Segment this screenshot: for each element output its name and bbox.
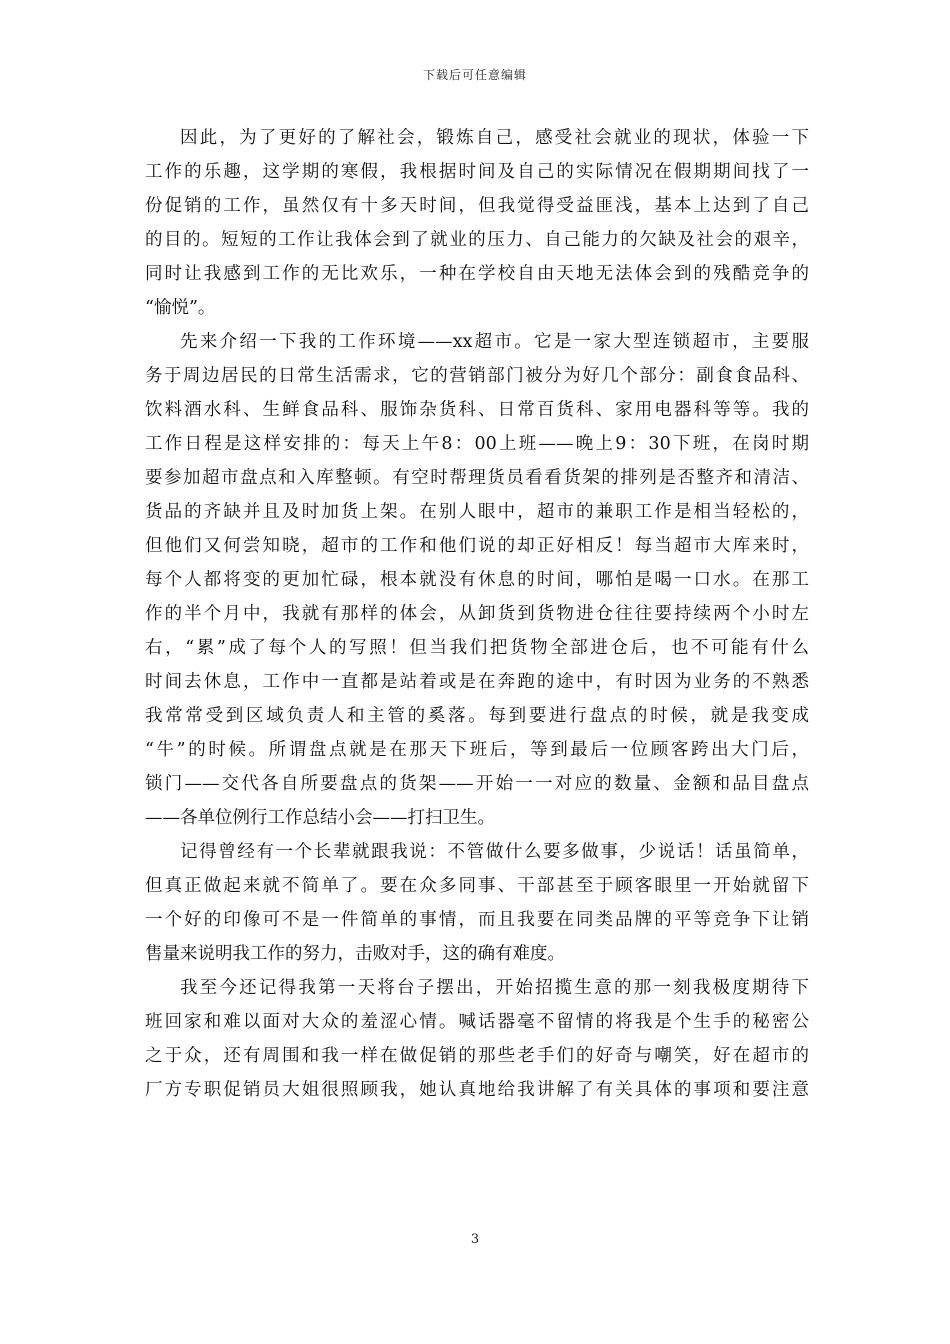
text-line: 工作日程是这样安排的：每天上午8：00上班——晚上9：30下班，在岗时期 — [145, 434, 809, 454]
text-line: 但他们又何尝知晓，超市的工作和他们说的却正好相反！每当超市大库来时， — [145, 536, 809, 556]
page-header: 下载后可任意编辑 — [422, 68, 527, 82]
text-line: 货品的齐缺并且及时加货上架。在别人眼中，超市的兼职工作是相当轻松的， — [145, 502, 809, 522]
text-line: 因此，为了更好的了解社会，锻炼自己，感受社会就业的现状，体验一下 — [180, 128, 809, 148]
text-line: 但真正做起来就不简单了。要在众多同事、干部甚至于顾客眼里一开始就留下 — [145, 876, 809, 896]
text-line: 右，“累”成了每个人的写照！但当我们把货物全部进仓后，也不可能有什么 — [145, 638, 809, 658]
body-text — [145, 121, 809, 1107]
text-line: 我至今还记得我第一天将台子摆出，开始招揽生意的那一刻我极度期待下 — [180, 978, 809, 998]
text-line: 份促销的工作，虽然仅有十多天时间，但我觉得受益匪浅，基本上达到了自己 — [145, 196, 809, 216]
text-line: 售量来说明我工作的努力，击败对手，这的确有难度。 — [145, 944, 565, 964]
text-line: 记得曾经有一个长辈就跟我说：不管做什么要多做事，少说话！话虽简单， — [180, 842, 809, 862]
text-line: 一个好的印像可不是一件简单的事情，而且我要在同类品牌的平等竞争下让销 — [145, 910, 809, 930]
text-line: 工作的乐趣，这学期的寒假，我根据时间及自己的实际情况在假期期间找了一 — [145, 162, 809, 182]
text-line: 我常常受到区域负责人和主管的奚落。每到要进行盘点的时候，就是我变成 — [145, 706, 809, 726]
text-line: 的目的。短短的工作让我体会到了就业的压力、自己能力的欠缺及社会的艰辛， — [145, 230, 809, 250]
text-line: “牛”的时候。所谓盘点就是在那天下班后，等到最后一位顾客跨出大门后， — [145, 740, 809, 760]
text-line: 要参加超市盘点和入库整顿。有空时帮理货员看看货架的排列是否整齐和清洁、 — [145, 468, 809, 488]
text-line: 饮料酒水科、生鲜食品科、服饰杂货科、日常百货科、家用电器科等等。我的 — [145, 400, 809, 420]
text-line: 之于众，还有周围和我一样在做促销的那些老手们的好奇与嘲笑，好在超市的 — [145, 1046, 809, 1066]
text-line: 先来介绍一下我的工作环境——xx超市。它是一家大型连锁超市，主要服 — [180, 332, 809, 352]
text-line: 务于周边居民的日常生活需求，它的营销部门被分为好几个部分：副食食品科、 — [145, 366, 809, 386]
text-line: 作的半个月中，我就有那样的体会，从卸货到货物进仓往往要持续两个小时左 — [145, 604, 809, 624]
text-line: 时间去休息，工作中一直都是站着或是在奔跑的途中，有时因为业务的不熟悉 — [145, 672, 809, 692]
text-line: “愉悦”。 — [145, 298, 216, 318]
text-line: 锁门——交代各自所要盘点的货架——开始一一对应的数量、金额和品目盘点 — [145, 774, 809, 794]
text-line: 班回家和难以面对大众的羞涩心情。喊话器毫不留情的将我是个生手的秘密公 — [145, 1012, 809, 1032]
text-line: 同时让我感到工作的无比欢乐，一种在学校自由天地无法体会到的残酷竞争的 — [145, 264, 809, 284]
page-number: 3 — [470, 1232, 480, 1247]
text-line: 每个人都将变的更加忙碌，根本就没有休息的时间，哪怕是喝一口水。在那工 — [145, 570, 809, 590]
text-line: ——各单位例行工作总结小会——打扫卫生。 — [145, 808, 495, 828]
text-line: 厂方专职促销员大姐很照顾我，她认真地给我讲解了有关具体的事项和要注意 — [145, 1080, 809, 1100]
